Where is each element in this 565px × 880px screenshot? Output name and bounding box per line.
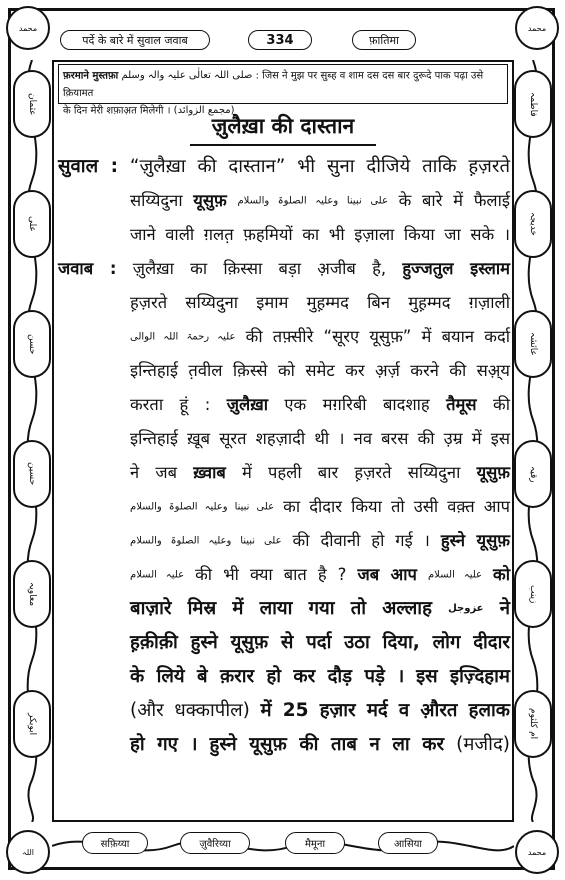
text-span: “ज़ुलैख़ा की दास्तान” भी सुना दीजिये ताकि ह़ज़रते	[129, 156, 511, 177]
article-body	[58, 150, 510, 762]
text-line	[58, 422, 510, 456]
bold-span: ने	[499, 598, 510, 619]
arabic-salutation: علی نبینا وعلیہ الصلوۃ والسلام	[237, 195, 388, 207]
bold-span: में 25 हज़ार मर्द व औ़रत हलाक	[260, 700, 510, 721]
side-medallion-left: حسین	[13, 440, 51, 508]
page-header	[52, 30, 514, 52]
bold-span: हुज्जतुल इस्लाम	[402, 259, 510, 278]
text-line	[58, 694, 510, 728]
side-medallion-right: ام کلثوم	[514, 690, 552, 758]
corner-medallion-bottom-left: اللہ	[6, 830, 50, 874]
arabic-salutation: علیہ رحمۃ اللہ الوالی	[130, 331, 236, 343]
bold-span: के लिये बे क़रार हो कर दौड़ पड़े ।	[130, 666, 405, 687]
text-span: ह़ज़रते सय्यिदुना इमाम मुह़म्मद बिन मुह़म्मद ग़ज़ाली	[130, 293, 510, 312]
side-medallion-left: عثمان	[13, 70, 51, 138]
text-line	[58, 320, 510, 354]
text-span: सय्यिदुना	[130, 191, 183, 210]
side-medallion-left: علی	[13, 190, 51, 258]
text-line	[58, 218, 510, 252]
bold-span: ज़ुलैख़ा	[226, 395, 268, 414]
side-medallion-right: زینب	[514, 560, 552, 628]
arabic-salutation: علی نبینا وعلیہ الصلوۃ والسلام	[130, 501, 275, 513]
answer-label: जवाब :	[58, 259, 117, 278]
text-line	[58, 286, 510, 320]
text-line	[58, 354, 510, 388]
text-span: का दीदार किया तो उसी वक़्त आप	[283, 497, 510, 516]
text-line	[58, 456, 510, 490]
bold-span: इस इज़्दिहाम	[416, 666, 510, 687]
bold-span: को	[493, 565, 510, 584]
arabic-salutation: علی نبینا وعلیہ الصلوۃ والسلام	[130, 535, 282, 547]
text-span: जाने वाली ग़लत़ फ़हमियों का भी इज़ाला किया जा सके ।	[130, 225, 510, 244]
arabic-salutation: عزوجل	[448, 603, 484, 614]
bold-span: यूसुफ़	[193, 191, 227, 210]
bold-span: जब आप	[357, 565, 417, 584]
bold-span: हुस्ने यूसुफ़	[440, 531, 510, 550]
side-medallion-right: عائشہ	[514, 310, 552, 378]
text-line	[58, 252, 510, 286]
header-book-title: पर्दे के बारे में सुवाल जवाब	[60, 30, 210, 50]
hadith-box	[58, 64, 508, 116]
text-span: इन्तिहाई त़वील क़िस्से को समेट कर अ़र्ज़ करने की सअ़्य	[130, 361, 510, 380]
text-line	[58, 626, 510, 660]
side-medallion-right: خدیجہ	[514, 190, 552, 258]
text-span: इन्तिहाई ख़ूब सूरत शहज़ादी थी । नव बरस की उ़म्र में इस	[130, 429, 510, 448]
corner-medallion-top-right: محمد	[515, 6, 559, 50]
text-line	[58, 524, 510, 558]
question-label: सुवाल :	[58, 156, 118, 177]
hadith-source-label: फ़रमाने मुस्तफ़ा	[63, 70, 119, 82]
bold-span: ख़्वाब	[193, 463, 226, 482]
bold-span: तैमूस	[446, 395, 477, 414]
text-span: के बारे में फैलाई	[398, 191, 510, 210]
side-medallion-left: حسن	[13, 310, 51, 378]
bold-span: हुस्ने यूसुफ़ की ताब न ला कर	[209, 734, 445, 755]
text-line	[58, 388, 510, 422]
corner-medallion-bottom-right: محمد	[515, 830, 559, 874]
header-section-tab: फ़ातिमा	[352, 30, 416, 50]
page-title: ज़ुलैख़ा की दास्तान	[211, 114, 355, 138]
text-line	[58, 490, 510, 524]
text-line	[58, 660, 510, 694]
text-span: की दीवानी हो गई ।	[292, 531, 430, 550]
text-span: (मजीद)	[456, 734, 510, 755]
text-span: की	[493, 395, 510, 414]
bold-span: यूसुफ़	[476, 463, 511, 482]
arabic-salutation: علیہ السلام	[427, 569, 482, 581]
text-span: करता हूं :	[130, 395, 211, 414]
hadith-reference: (مجمع الزوائد)	[173, 104, 235, 116]
side-medallion-left: معاویہ	[13, 560, 51, 628]
page-number: 334	[248, 30, 312, 50]
text-span: की तफ़्सीरे “सूरए यूसुफ़” में बयान कर्दा	[245, 327, 510, 346]
text-span: (और धक्कापील)	[130, 700, 250, 721]
text-span: ज़ुलैख़ा का क़िस्सा बड़ा अ़जीब है,	[132, 259, 387, 278]
footer-tab: आसिया	[378, 832, 438, 854]
text-line	[58, 150, 510, 184]
text-line	[58, 728, 510, 762]
footer-tab: ज़ुवैरिय्या	[180, 832, 250, 854]
footer-tab: मैमूना	[285, 832, 345, 854]
bold-span: ह़क़ीक़ी हुस्ने यूसुफ़ से पर्दा उठा दिया, लोग दीदार	[130, 632, 510, 653]
text-line	[58, 558, 510, 592]
hadith-text-line-1: : जिस ने मुझ पर सुब्ह व शाम दस दस बार दुरूदे पाक पढ़ा उसे क़ियामत	[63, 70, 484, 99]
footer-tab: सफ़िय्या	[82, 832, 148, 854]
title-underline	[190, 144, 376, 146]
text-span: एक मग़रिबी बादशाह	[284, 395, 430, 414]
text-line	[58, 592, 510, 626]
bold-span: बाज़ारे मिस्र में लाया गया तो अल्लाह	[130, 598, 432, 619]
text-span: की भी क्या बात है ?	[195, 565, 347, 584]
corner-medallion-top-left: محمد	[6, 6, 50, 50]
side-medallion-right: رقیہ	[514, 440, 552, 508]
arabic-salutation: علیہ السلام	[130, 569, 185, 581]
side-medallion-right: فاطمہ	[514, 70, 552, 138]
side-medallion-left: ابوبکر	[13, 690, 51, 758]
text-line	[58, 184, 510, 218]
hadith-text-line-2: के दिन मेरी शफ़ाअ़त मिलेगी ।	[63, 105, 171, 116]
bold-span: हो गए ।	[130, 734, 198, 755]
arabic-salutation: صلی اللہ تعالٰی علیہ والہ وسلم	[121, 70, 253, 81]
text-span: में पहली बार ह़ज़रते सय्यिदुना	[241, 463, 461, 482]
text-span: ने जब	[130, 463, 178, 482]
